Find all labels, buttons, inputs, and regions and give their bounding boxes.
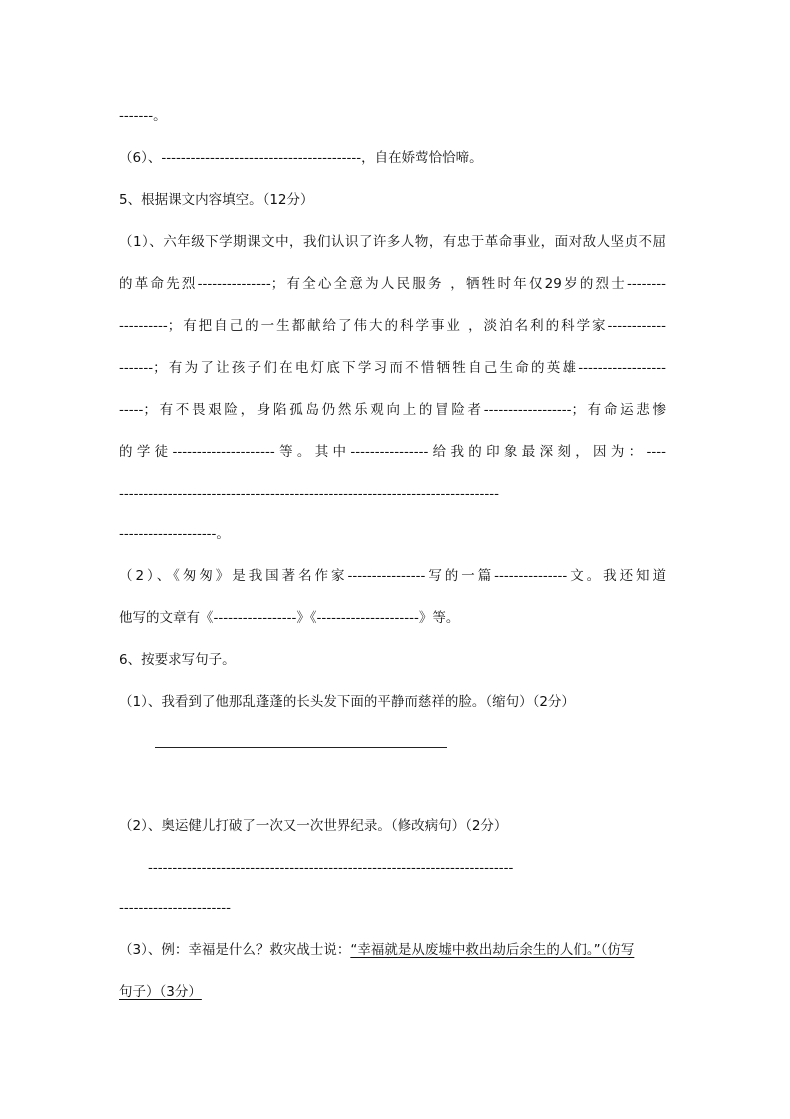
section-6-heading: 6、按要求写句子。: [119, 652, 236, 668]
example-sentence: “幸福就是从废墟中救出劫后余生的人们。”（仿写: [350, 942, 635, 958]
poem-fill-question-6: （6）、-----------------------------------------，自在娇莺恰恰啼。: [119, 150, 483, 166]
question-5-1-line: （1）、六年级下学期课文中，我们认识了许多人物，有忠于革命事业，面对敌人坚贞不屈: [119, 234, 666, 250]
question-5-1-line: 的学徒---------------------等。其中----------------给我的印象最深刻，因为：----: [119, 444, 666, 460]
answer-underline: [155, 747, 447, 748]
question-5-1-line: ----------；有把自己的一生都献给了伟大的科学事业 ，淡泊名利的科学家------------: [119, 318, 666, 334]
question-5-2-line: 他写的文章有《-----------------》《---------------------》等。: [119, 610, 460, 626]
text-line: -------。: [119, 108, 167, 124]
question-6-3-continuation: 句子）（3分）: [119, 984, 202, 1000]
question-5-1-line: -------；有为了让孩子们在电灯底下学习而不惜牺牲自己生命的英雄------------------: [119, 360, 666, 376]
section-5-heading: 5、根据课文内容填空。（12分）: [119, 192, 314, 208]
question-5-1-line: 的革命先烈---------------；有全心全意为人民服务 ，牺牲时年仅29岁的烈士--------: [119, 276, 666, 292]
answer-blank-line: --------------------。: [119, 526, 230, 542]
question-6-2: （2）、奥运健儿打破了一次又一次世界纪录。（修改病句）（2分）: [119, 818, 508, 834]
question-5-2-line: （2）、《匆匆》是我国著名作家----------------写的一篇---------------文。我还知道: [119, 568, 666, 584]
question-5-1-line: -----；有不畏艰险，身陷孤岛仍然乐观向上的冒险者------------------；有命运悲惨: [119, 402, 666, 418]
answer-blank-line: ------------------------------------------------------------------------------: [119, 486, 499, 502]
answer-blank-line: ---------------------------------------------------------------------------: [148, 860, 514, 876]
question-6-3: [119, 940, 634, 960]
question-6-1: （1）、我看到了他那乱蓬蓬的长头发下面的平静而慈祥的脸。（缩句）（2分）: [119, 694, 575, 710]
answer-blank-line: -----------------------: [119, 900, 232, 916]
question-6-3-prefix: （3）、例：幸福是什么？救灾战士说：: [119, 942, 351, 958]
